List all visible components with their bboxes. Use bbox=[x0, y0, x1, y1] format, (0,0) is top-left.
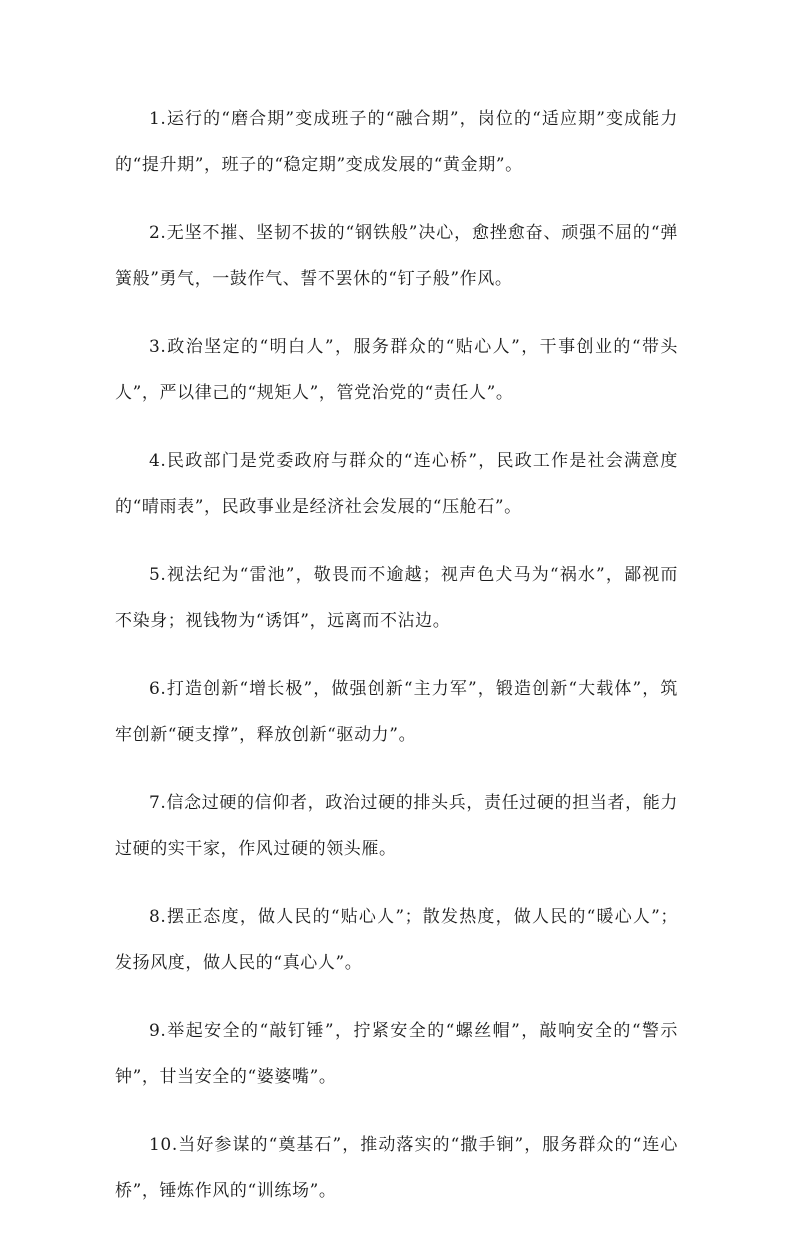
paragraph-10: 10.当好参谋的“奠基石”，推动落实的“撒手锏”，服务群众的“连心桥”，锤炼作风的“训练场”。 bbox=[115, 1135, 678, 1201]
document-body bbox=[115, 96, 678, 1236]
paragraph-1: 1.运行的“磨合期”变成班子的“融合期”，岗位的“适应期”变成能力的“提升期”，班子的“稳定期”变成发展的“黄金期”。 bbox=[115, 109, 678, 175]
paragraph-9: 9.举起安全的“敲钉锤”，拧紧安全的“螺丝帽”，敲响安全的“警示钟”，甘当安全的“婆婆嘴”。 bbox=[115, 1021, 678, 1087]
paragraph-7: 7.信念过硬的信仰者，政治过硬的排头兵，责任过硬的担当者，能力过硬的实干家，作风过硬的领头雁。 bbox=[115, 793, 678, 859]
paragraph-5: 5.视法纪为“雷池”，敬畏而不逾越；视声色犬马为“祸水”，鄙视而不染身；视钱物为“诱饵”，远离而不沾边。 bbox=[115, 565, 678, 631]
paragraph-3: 3.政治坚定的“明白人”，服务群众的“贴心人”，干事创业的“带头人”，严以律己的“规矩人”，管党治党的“责任人”。 bbox=[115, 337, 678, 403]
paragraph-2: 2.无坚不摧、坚韧不拔的“钢铁般”决心，愈挫愈奋、顽强不屈的“弹簧般”勇气，一鼓作气、誓不罢休的“钉子般”作风。 bbox=[115, 223, 678, 289]
paragraph-4: 4.民政部门是党委政府与群众的“连心桥”，民政工作是社会满意度的“晴雨表”，民政事业是经济社会发展的“压舱石”。 bbox=[115, 451, 678, 517]
paragraph-8: 8.摆正态度，做人民的“贴心人”；散发热度，做人民的“暖心人”；发扬风度，做人民的“真心人”。 bbox=[115, 907, 678, 973]
paragraph-6: 6.打造创新“增长极”，做强创新“主力军”，锻造创新“大载体”，筑牢创新“硬支撑”，释放创新“驱动力”。 bbox=[115, 679, 678, 745]
